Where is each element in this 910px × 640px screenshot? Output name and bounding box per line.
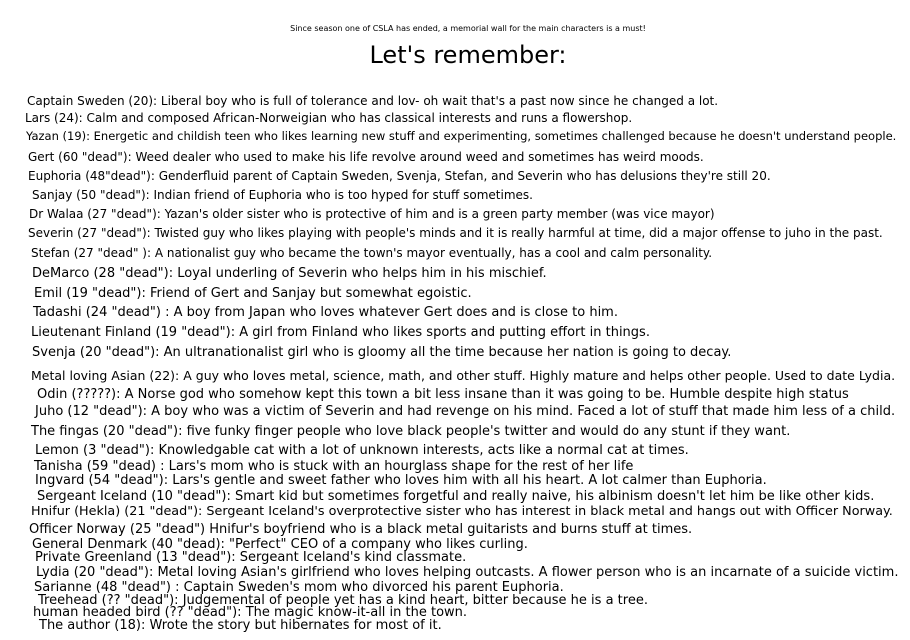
memorial-entry-dr-walaa: Dr Walaa (27 "dead"): Yazan's older sister who is protective of him and is a green party member (was vice mayor): [29, 207, 715, 221]
memorial-entry-private-greenland: Private Greenland (13 "dead"): Sergeant Iceland's kind classmate.: [35, 550, 467, 565]
memorial-entry-metal-loving-asian: Metal loving Asian (22): A guy who loves metal, science, math, and other stuff. Highly mature and helps other people. Used to date Lydia.: [31, 368, 896, 383]
memorial-entry-severin: Severin (27 "dead"): Twisted guy who likes playing with people's minds and it is really harmful at time, did a major offense to juho in the past.: [28, 226, 883, 240]
memorial-entry-demarco: DeMarco (28 "dead"): Loyal underling of Severin who helps him in his mischief.: [32, 266, 547, 281]
memorial-entry-sarianne: Sarianne (48 "dead") : Captain Sweden's mom who divorced his parent Euphoria.: [34, 580, 564, 595]
memorial-entry-ingvard: Ingvard (54 "dead"): Lars's gentle and sweet father who loves him with all his heart. A lot calmer than Euphoria.: [35, 473, 767, 488]
memorial-entry-the-author: The author (18): Wrote the story but hibernates for most of it.: [39, 618, 442, 633]
memorial-entry-treehead: Treehead (?? "dead"): Judgemental of people yet has a kind heart, bitter because he is a tree.: [38, 593, 648, 608]
memorial-entry-lydia: Lydia (20 "dead"): Metal loving Asian's girlfriend who loves helping outcasts. A flower person who is an incarnate of a suicide victim.: [36, 565, 899, 580]
memorial-entry-general-denmark: General Denmark (40 "dead): "Perfect" CEO of a company who likes curling.: [32, 537, 528, 552]
memorial-entry-lars: Lars (24): Calm and composed African-Norweigian who has classical interests and runs a flowershop.: [25, 111, 633, 125]
memorial-entry-emil: Emil (19 "dead"): Friend of Gert and Sanjay but somewhat egoistic.: [34, 286, 472, 301]
page-subtitle: Let's remember:: [369, 41, 567, 69]
memorial-entry-odin: Odin (?????): A Norse god who somehow kept this town a bit less insane than it was going to be. Humble despite high status: [37, 387, 849, 402]
page-title: Since season one of CSLA has ended, a memorial wall for the main characters is a must!: [290, 24, 646, 33]
memorial-entry-svenja: Svenja (20 "dead"): An ultranationalist girl who is gloomy all the time because her nation is going to decay.: [32, 345, 732, 360]
memorial-entry-lieutenant-finland: Lieutenant Finland (19 "dead"): A girl from Finland who likes sports and putting effort in things.: [31, 325, 650, 340]
memorial-entry-officer-norway: Officer Norway (25 "dead") Hnifur's boyfriend who is a black metal guitarists and burns stuff at times.: [29, 522, 693, 537]
memorial-entry-human-headed-bird: human headed bird (?? "dead"): The magic know-it-all in the town.: [33, 605, 468, 620]
memorial-entry-stefan: Stefan (27 "dead" ): A nationalist guy who became the town's mayor eventually, has a cool and calm personality.: [31, 246, 713, 260]
memorial-entry-lemon: Lemon (3 "dead"): Knowledgable cat with a lot of unknown interests, acts like a normal cat at times.: [35, 443, 689, 458]
memorial-entry-tanisha: Tanisha (59 "dead) : Lars's mom who is stuck with an hourglass shape for the rest of her life: [34, 459, 634, 474]
memorial-entry-yazan: Yazan (19): Energetic and childish teen who likes learning new stuff and experimenting, sometimes challenged because he doesn't understand people.: [26, 129, 897, 143]
memorial-entry-sergeant-iceland: Sergeant Iceland (10 "dead"): Smart kid but sometimes forgetful and really naive, his albinism doesn't let him be like other kids.: [37, 489, 875, 504]
memorial-entry-gert: Gert (60 "dead"): Weed dealer who used to make his life revolve around weed and sometimes has weird moods.: [28, 150, 704, 164]
memorial-entry-hnifur: Hnifur (Hekla) (21 "dead"): Sergeant Iceland's overprotective sister who has interest in black metal and hangs out with Officer Norway.: [31, 504, 893, 519]
memorial-entry-juho: Juho (12 "dead"): A boy who was a victim of Severin and had revenge on his mind. Faced a lot of stuff that made him less of a child.: [35, 404, 896, 419]
memorial-entry-the-fingas: The fingas (20 "dead"): five funky finger people who love black people's twitter and would do any stunt if they want.: [31, 424, 791, 439]
memorial-entry-tadashi: Tadashi (24 "dead") : A boy from Japan who loves whatever Gert does and is close to him.: [33, 305, 618, 320]
memorial-entry-euphoria: Euphoria (48"dead"): Genderfluid parent of Captain Sweden, Svenja, Stefan, and Severin who has delusions they're still 20.: [28, 169, 771, 183]
memorial-entry-captain-sweden: Captain Sweden (20): Liberal boy who is full of tolerance and lov- oh wait that's a past now since he changed a lot.: [27, 94, 719, 108]
memorial-entry-sanjay: Sanjay (50 "dead"): Indian friend of Euphoria who is too hyped for stuff sometimes.: [32, 188, 533, 202]
